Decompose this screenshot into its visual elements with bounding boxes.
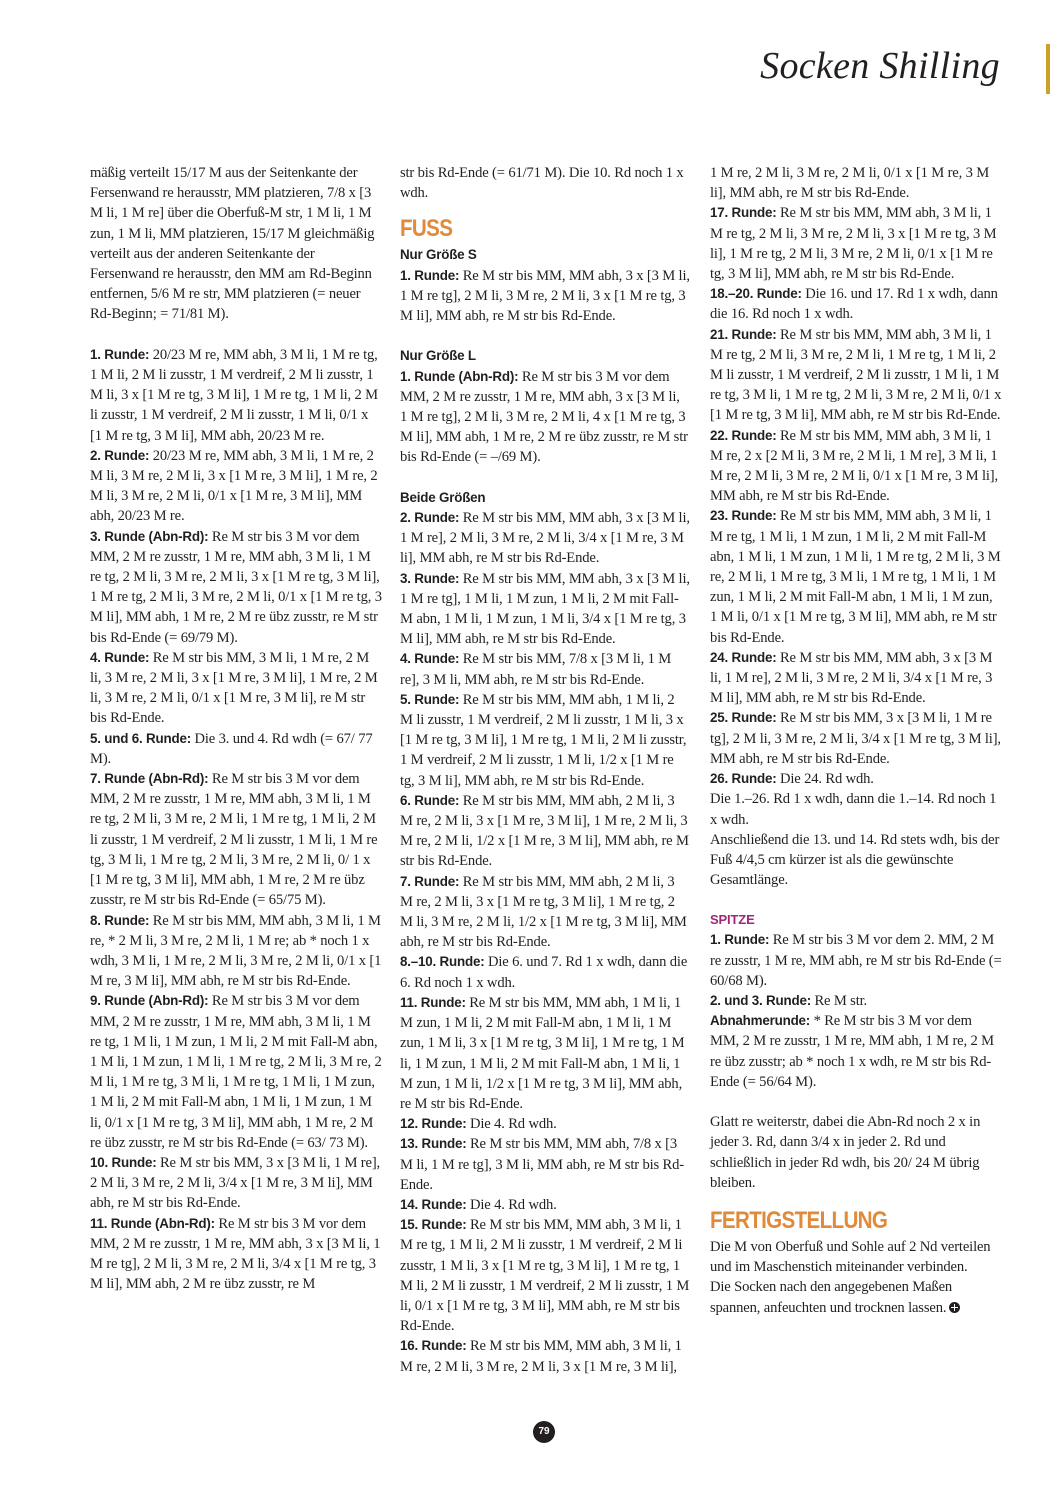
round-label: 15. Runde: <box>400 1217 467 1233</box>
instruction-paragraph <box>90 729 382 769</box>
section-heading-fertigstellung: FERTIGSTELLUNG <box>710 1206 888 1234</box>
round-label: 24. Runde: <box>710 649 777 665</box>
instruction-text: Die Socken nach den angegebenen Maßen spannen, anfeuchten und trocknen lassen. <box>710 1279 953 1316</box>
instruction-text: Re M str bis MM, MM abh, 3 M li, 1 M re tg, 1 M li, 2 M li zusstr, 1 M verdreif, 2 M li zusstr, 1 M li, 3 x [1 M re tg, 3 M li], 1 M re tg, 1 M li, 2 M li zusstr, 1 M verdreif, 2 M li zusstr, 1 M li, 0/1 x [1 M re tg, 3 M li], MM abh, re M str bis Rd-Ende. <box>400 1217 690 1335</box>
instruction-paragraph <box>710 789 1002 829</box>
instruction-paragraph <box>400 690 690 791</box>
instruction-text: Re M str bis MM, MM abh, 3 x [3 M li, 1 M re tg], 2 M li, 3 M re, 2 M li, 3 x [1 M re tg, 3 M li], MM abh, re M str bis Rd-Ende. <box>400 267 690 325</box>
instruction-paragraph <box>90 991 382 1153</box>
round-label: 2. Runde: <box>90 447 150 463</box>
round-label: 7. Runde: <box>400 873 460 889</box>
instruction-paragraph <box>400 1215 690 1336</box>
round-label: 6. Runde: <box>400 792 460 808</box>
round-label: 11. Runde (Abn-Rd): <box>90 1215 215 1231</box>
instruction-paragraph <box>710 708 1002 769</box>
instruction-text: Re M str. <box>810 992 868 1009</box>
instruction-text: Die 6. und 7. Rd 1 x wdh, dann die 6. Rd noch 1 x wdh. <box>400 954 688 991</box>
instruction-paragraph <box>710 1011 1002 1092</box>
round-label: 2. und 3. Runde: <box>710 992 811 1008</box>
instruction-paragraph <box>710 1277 1002 1317</box>
round-label: 21. Runde: <box>710 326 777 342</box>
subheading-size-l: Nur Größe L <box>400 348 476 364</box>
round-label: 23. Runde: <box>710 508 777 524</box>
end-marker-icon <box>949 1302 960 1313</box>
round-label: 4. Runde: <box>90 649 150 665</box>
instruction-text: Re M str bis MM, MM abh, 3 M li, 1 M re, 2 M li, 3 M re, 2 M li, 3 x [1 M re, 3 M li], <box>400 1338 682 1375</box>
round-label: 5. und 6. Runde: <box>90 730 191 746</box>
page-title: Socken Shilling <box>760 45 1000 87</box>
instruction-paragraph <box>710 648 1002 709</box>
instruction-paragraph <box>400 791 690 872</box>
instruction-text: Re M str bis 3 M vor dem MM, 2 M re zusstr, 1 M re, MM abh, 3 x [3 M li, 1 M re tg], 2 M li, 3 M re, 2 M li, 4 x [1 M re tg, 3 M li], MM abh, 1 M re, 2 M re übz zusstr, re M str bis Rd-Ende (= –/69 M). <box>400 368 688 466</box>
round-label: 14. Runde: <box>400 1196 467 1212</box>
instruction-paragraph <box>400 1114 690 1134</box>
instruction-paragraph <box>400 993 690 1114</box>
round-label: 25. Runde: <box>710 710 777 726</box>
instruction-paragraph <box>400 649 690 689</box>
instruction-paragraph: Glatt re weiterstr, dabei die Abn-Rd noch 2 x in jeder 3. Rd, dann 3/4 x in jeder 2. Rd und schließlich in jeder Rd wdh, bis 20/ 24 M übrig bleiben. <box>710 1114 981 1191</box>
round-label: 1. Runde (Abn-Rd): <box>400 368 519 384</box>
round-label: 3. Runde (Abn-Rd): <box>90 528 209 544</box>
column-3 <box>710 163 1002 1318</box>
instruction-text: 20/23 M re, MM abh, 3 M li, 1 M re, 2 M li, 3 M re, 2 M li, 3 x [1 M re, 3 M li], 1 M re, 2 M li, 3 M re, 2 M li, 0/1 x [1 M re, 3 M li], MM abh, 20/23 M re. <box>90 447 378 525</box>
column-2 <box>400 163 690 1377</box>
round-label: 2. Runde: <box>400 510 460 526</box>
instruction-text: mäßig verteilt 15/17 M aus der Seitenkante der Fersenwand re herausstr, MM platzieren, 7/8 x [3 M li, 1 M re] über die Oberfuß-M str, 1 M li, 1 M zun, 1 M li, MM platzieren, 15/17 M gleichmäßig verteilt aus der anderen Seitenkante der Fersenwand re herausstr, den MM am Rd-Beginn entfernen, 5/6 M re str, MM platzieren (= neuer Rd-Beginn; = 71/81 M). <box>90 165 375 323</box>
instruction-paragraph <box>90 446 382 527</box>
instruction-text: Die 4. Rd wdh. <box>466 1116 557 1133</box>
instruction-text: Re M str bis MM, MM abh, 3 M li, 1 M re tg, 1 M li, 1 M zun, 1 M li, 2 M mit Fall-M abn, 1 M li, 1 M zun, 1 M li, 1 M re tg, 2 M li, 3 M re, 2 M li, 1 M re tg, 3 M li, 1 M re tg, 1 M li, 1 M zun, 1 M li, 2 M mit Fall-M abn, 1 M li, 1 M zun, 1 M li, 0/1 x [1 M re tg, 3 M li], MM abh, re M str bis Rd-Ende. <box>710 508 1001 646</box>
instruction-paragraph <box>710 203 1002 284</box>
section-heading-spitze: SPITZE <box>710 912 755 928</box>
instruction-text: Re M str bis MM, 3 M li, 1 M re, 2 M li, 3 M re, 2 M li, 3 x [1 M re, 3 M li], 1 M re, 2 M li, 3 M re, 2 M li, 0/1 x [1 M re, 3 M li], re M str bis Rd-Ende. <box>90 649 378 727</box>
instruction-text: Re M str bis MM, MM abh, 2 M li, 3 M re, 2 M li, 3 x [1 M re, 3 M li], 1 M re, 2 M li, 3 M re, 2 M li, 1/2 x [1 M re, 3 M li], MM abh, re M str bis Rd-Ende. <box>400 792 689 870</box>
round-label: 16. Runde: <box>400 1338 467 1354</box>
instruction-paragraph <box>400 508 690 569</box>
round-label: 4. Runde: <box>400 651 460 667</box>
instruction-text: Re M str bis MM, MM abh, 3 M li, 1 M re, * 2 M li, 3 M re, 2 M li, 1 M re; ab * noch 1 x wdh, 3 M li, 1 M re, 2 M li, 3 M re, 2 M li, 0/1 x [1 M re, 3 M li], MM abh, re M str bis Rd-Ende. <box>90 912 382 990</box>
instruction-paragraph <box>710 991 1002 1011</box>
instruction-paragraph <box>710 426 1002 507</box>
round-label: 22. Runde: <box>710 427 777 443</box>
round-label: 7. Runde (Abn-Rd): <box>90 771 209 787</box>
instruction-text: Re M str bis MM, MM abh, 3 x [3 M li, 1 M re], 2 M li, 3 M re, 2 M li, 3/4 x [1 M re, 3 M li], MM abh, re M str bis Rd-Ende. <box>400 510 690 567</box>
instruction-text: Re M str bis 3 M vor dem 2. MM, 2 M re zusstr, 1 M re, MM abh, re M str bis Rd-Ende (= 60/68 M). <box>710 932 1002 989</box>
instruction-paragraph <box>400 952 690 992</box>
instruction-paragraph <box>90 163 382 325</box>
round-label: 12. Runde: <box>400 1116 467 1132</box>
title-accent-bar <box>1046 44 1050 94</box>
instruction-text: Die M von Oberfuß und Sohle auf 2 Nd verteilen und im Maschenstich miteinander verbinden. <box>710 1238 991 1276</box>
round-label: 3. Runde: <box>400 570 460 586</box>
page-number: 79 <box>533 1421 555 1443</box>
instruction-text: Re M str bis 3 M vor dem MM, 2 M re zusstr, 1 M re, MM abh, 3 x [3 M li, 1 M re tg], 2 M li, 3 M re, 2 M li, 3/4 x [1 M re tg, 3 M li], MM abh, 2 M re übz zusstr, re M <box>90 1215 381 1293</box>
instruction-text: Re M str bis MM, 3 x [3 M li, 1 M re tg], 2 M li, 3 M re, 2 M li, 3/4 x [1 M re tg, 3 M li], MM abh, re M str bis Rd-Ende. <box>710 710 1001 767</box>
column-1 <box>90 163 382 1294</box>
subheading-size-s: Nur Größe S <box>400 247 477 263</box>
round-label: 1. Runde: <box>90 346 150 362</box>
continued-text: 1 M re, 2 M li, 3 M re, 2 M li, 0/1 x [1 M re, 3 M li], MM abh, re M str bis Rd-Ende. <box>710 165 990 202</box>
instruction-paragraph <box>400 1336 690 1376</box>
round-label: 10. Runde: <box>90 1154 157 1170</box>
instruction-text: Re M str bis 3 M vor dem MM, 2 M re zusstr, 1 M re, MM abh, 3 M li, 1 M re tg, 2 M li, 3 M re, 2 M li, 1 M re tg, 1 M li, 2 M li zusstr, 1 M verdreif, 2 M li zusstr, 1 M li, 1 M re tg, 3 M li, 1 M re tg, 2 M li, 3 M re, 2 M li, 0/ 1 x [1 M re tg, 3 M li], MM abh, 1 M re, 2 M re übz zusstr, re M str bis Rd-Ende (= 65/75 M). <box>90 771 378 909</box>
round-label: 11. Runde: <box>400 994 466 1010</box>
instruction-paragraph <box>710 830 1002 891</box>
instruction-paragraph <box>400 367 690 468</box>
instruction-paragraph <box>90 1153 382 1214</box>
instruction-paragraph <box>710 284 1002 324</box>
instruction-text: 20/23 M re, MM abh, 3 M li, 1 M re tg, 1 M li, 2 M li zusstr, 1 M verdreif, 2 M li zusstr, 1 M li, 3 x [1 M re tg, 3 M li], 1 M re tg, 1 M li, 2 M li zusstr, 1 M verdreif, 2 M li zusstr, 1 M li, 0/1 x [1 M re tg, 3 M li], MM abh, 20/23 M re. <box>90 346 378 444</box>
instruction-text: Anschließend die 13. und 14. Rd stets wdh, bis der Fuß 4/4,5 cm kürzer ist als die gewünschte Gesamtlänge. <box>710 831 1000 889</box>
instruction-text: Die 24. Rd wdh. <box>776 771 874 788</box>
section-heading-fuss: FUSS <box>400 215 453 243</box>
instruction-text: Re M str bis MM, MM abh, 3 M li, 1 M re tg, 2 M li, 3 M re, 2 M li, 3 x [1 M re tg, 3 M li], 1 M re tg, 2 M li, 3 M re, 2 M li, 0/1 x [1 M re tg, 3 M li], MM abh, re M str bis Rd-Ende. <box>710 205 997 283</box>
round-label: 9. Runde (Abn-Rd): <box>90 993 209 1009</box>
instruction-paragraph <box>710 506 1002 647</box>
instruction-text: * Re M str bis 3 M vor dem MM, 2 M re zusstr, 1 M re, MM abh, 1 M re, 2 M re übz zusstr; ab * noch 1 x wdh, re M str bis Rd-Ende (= 56/64 M). <box>710 1013 994 1090</box>
instruction-paragraph <box>710 930 1002 991</box>
instruction-paragraph <box>400 872 690 953</box>
instruction-text: Re M str bis MM, MM abh, 1 M li, 1 M zun, 1 M li, 2 M mit Fall-M abn, 1 M li, 1 M zun, 1 M li, 3 x [1 M re tg, 3 M li], 1 M re tg, 1 M li, 1 M zun, 1 M li, 2 M mit Fall-M abn, 1 M li, 1 M zun, 1 M li, 1/2 x [1 M re tg, 3 M li], MM abh, re M str bis Rd-Ende. <box>400 994 685 1112</box>
instruction-text: Re M str bis 3 M vor dem MM, 2 M re zusstr, 1 M re, MM abh, 3 M li, 1 M re tg, 1 M li, 1 M zun, 1 M li, 2 M mit Fall-M abn, 1 M li, 1 M zun, 1 M li, 1 M re tg, 2 M li, 3 M re, 2 M li, 1 M re tg, 3 M li, 1 M re tg, 1 M li, 1 M zun, 1 M li, 2 M mit Fall-M abn, 1 M li, 1 M zun, 1 M li, 0/1 x [1 M re tg, 3 M li], MM abh, 1 M re, 2 M re übz zusstr, re M str bis Rd-Ende (= 63/ 73 M). <box>90 993 382 1151</box>
round-label: 1. Runde: <box>400 267 460 283</box>
round-label: 26. Runde: <box>710 771 777 787</box>
instruction-paragraph <box>90 527 382 648</box>
instruction-paragraph <box>400 1195 690 1215</box>
round-label: 1. Runde: <box>710 932 770 948</box>
instruction-text: Re M str bis MM, MM abh, 3 x [3 M li, 1 M re], 2 M li, 3 M re, 2 M li, 3/4 x [1 M re, 3 M li], MM abh, re M str bis Rd-Ende. <box>710 649 993 707</box>
instruction-paragraph <box>710 325 1002 426</box>
instruction-text: Re M str bis MM, MM abh, 2 M li, 3 M re, 2 M li, 3 x [1 M re tg, 3 M li], 1 M re tg, 2 M li, 3 M re, 2 M li, 1/2 x [1 M re tg, 3 M li], MM abh, re M str bis Rd-Ende. <box>400 873 687 951</box>
round-label: 13. Runde: <box>400 1136 467 1152</box>
instruction-paragraph <box>710 1237 1002 1277</box>
round-label: 8. Runde: <box>90 912 150 928</box>
instruction-text: Die 1.–26. Rd 1 x wdh, dann die 1.–14. Rd noch 1 x wdh. <box>710 791 997 828</box>
instruction-paragraph <box>400 569 690 650</box>
instruction-text: Re M str bis MM, 3 x [3 M li, 1 M re], 2 M li, 3 M re, 2 M li, 3/4 x [1 M re, 3 M li], MM abh, re M str bis Rd-Ende. <box>90 1154 381 1212</box>
instruction-text: Die 16. und 17. Rd 1 x wdh, dann die 16. Rd noch 1 x wdh. <box>710 286 998 323</box>
round-label: 5. Runde: <box>400 691 460 707</box>
round-label: 18.–20. Runde: <box>710 286 802 302</box>
instruction-text: Re M str bis MM, 7/8 x [3 M li, 1 M re], 3 M li, MM abh, re M str bis Rd-Ende. <box>400 651 672 688</box>
instruction-paragraph <box>90 648 382 729</box>
instruction-text: Re M str bis MM, MM abh, 1 M li, 2 M li zusstr, 1 M verdreif, 2 M li zusstr, 1 M li, 3 x [1 M re tg, 3 M li], 1 M re tg, 1 M li, 2 M li zusstr, 1 M verdreif, 2 M li zusstr, 1 M li, 1/2 x [1 M re tg, 3 M li], MM abh, re M str bis Rd-Ende. <box>400 691 687 789</box>
instruction-text: Die 3. und 4. Rd wdh (= 67/ 77 M). <box>90 730 373 767</box>
instruction-paragraph <box>90 769 382 910</box>
instruction-paragraph <box>400 266 690 327</box>
subheading-both-sizes: Beide Größen <box>400 489 486 505</box>
round-label: Abnahmerunde: <box>710 1013 811 1029</box>
instruction-paragraph <box>90 1214 382 1295</box>
continued-text: str bis Rd-Ende (= 61/71 M). Die 10. Rd noch 1 x wdh. <box>400 165 684 202</box>
instruction-paragraph <box>90 911 382 992</box>
instruction-text: Re M str bis MM, MM abh, 7/8 x [3 M li, 1 M re tg], 3 M li, MM abh, re M str bis Rd-Ende. <box>400 1136 684 1193</box>
instruction-text: Re M str bis MM, MM abh, 3 x [3 M li, 1 M re tg], 1 M li, 1 M zun, 1 M li, 2 M mit Fall-M abn, 1 M li, 1 M zun, 1 M li, 3/4 x [1 M re tg, 3 M li], MM abh, re M str bis Rd-Ende. <box>400 570 690 648</box>
round-label: 17. Runde: <box>710 205 777 221</box>
round-label: 8.–10. Runde: <box>400 954 485 970</box>
instruction-text: Re M str bis 3 M vor dem MM, 2 M re zusstr, 1 M re, MM abh, 3 M li, 1 M re tg, 2 M li, 3 M re, 2 M li, 3 x [1 M re tg, 3 M li], 1 M re tg, 2 M li, 3 M re, 2 M li, 0/1 x [1 M re tg, 3 M li], MM abh, 1 M re, 2 M re übz zusstr, re M str bis Rd-Ende (= 69/79 M). <box>90 528 382 646</box>
instruction-text: Re M str bis MM, MM abh, 3 M li, 1 M re, 2 x [2 M li, 3 M re, 2 M li, 1 M re], 3 M li, 1 M re, 2 M li, 3 M re, 2 M li, 0/1 x [1 M re, 3 M li], MM abh, re M str bis Rd-Ende. <box>710 427 998 505</box>
instruction-text: Die 4. Rd wdh. <box>466 1196 557 1213</box>
instruction-paragraph <box>400 1134 690 1195</box>
instruction-text: Re M str bis MM, MM abh, 3 M li, 1 M re tg, 2 M li, 3 M re, 2 M li, 1 M re tg, 1 M li, 2 M li zusstr, 1 M verdreif, 2 M li zusstr, 1 M li, 1 M re tg, 3 M li, 1 M re tg, 2 M li, 3 M re, 2 M li, 0/1 x [1 M re tg, 3 M li], MM abh, re M str bis Rd-Ende. <box>710 326 1002 424</box>
instruction-paragraph <box>90 345 382 446</box>
instruction-paragraph <box>710 769 1002 789</box>
